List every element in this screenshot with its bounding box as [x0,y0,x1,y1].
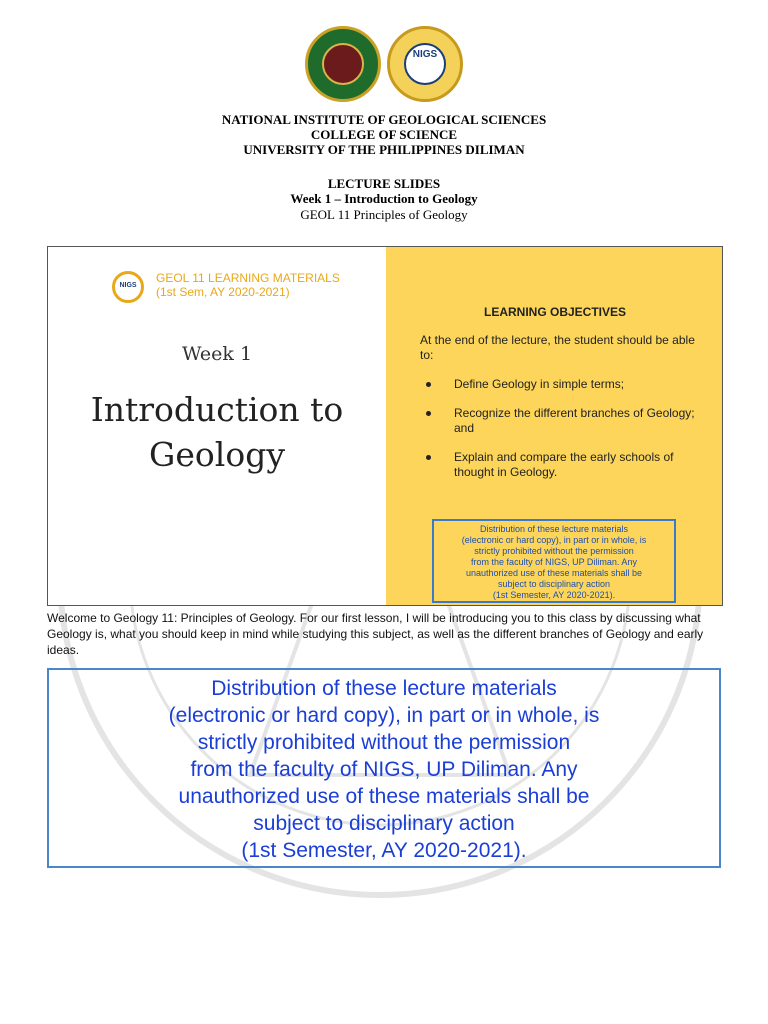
slide-notice-line: subject to disciplinary action [497,579,611,589]
objective-text: Define Geology in simple terms; [454,377,625,391]
slide-notice-line: from the faculty of NIGS, UP Diliman. Any [471,557,637,567]
slide-notice-line: (electronic or hard copy), in part or in whole, is [461,535,647,545]
up-seal-logo [305,26,381,102]
nigs-badge-icon [112,271,144,303]
slide-notice-line: strictly prohibited without the permission [474,546,634,556]
notice-line: strictly prohibited without the permission [197,731,571,754]
bullet-icon [426,455,431,460]
objective-text: Explain and compare the early schools of thought in Geology. [454,450,674,479]
slide-title-line1: Introduction to [90,390,344,429]
slide-notice-box [432,519,676,603]
learning-materials-line2: (1st Sem, AY 2020-2021) [156,285,290,299]
slide-title [48,387,386,477]
course-title: GEOL 11 Principles of Geology [300,207,468,222]
notice-line: unauthorized use of these materials shall be [178,785,590,808]
objective-text: Recognize the different branches of Geology; and [454,406,695,435]
objective-item [426,377,706,392]
intro-paragraph: Welcome to Geology 11: Principles of Geology. For our first lesson, I will be introducing you to this class by discussing what Geology is, what you should keep in mind while studying this subject, as well as the different branches of Geology and early ideas. [47,611,704,657]
slide-title-panel [48,247,386,605]
institute-name: NATIONAL INSTITUTE OF GEOLOGICAL SCIENCES [221,112,547,127]
logo-row [0,24,768,104]
learning-materials-label [156,271,340,299]
college-name: COLLEGE OF SCIENCE [310,127,458,142]
notice-line: (electronic or hard copy), in part or in whole, is [168,704,600,727]
lecture-header [0,176,768,223]
slide-notice-line: Distribution of these lecture materials [479,524,629,534]
learning-materials-line1: GEOL 11 LEARNING MATERIALS [156,271,340,285]
doc-type: LECTURE SLIDES [327,176,441,191]
notice-line: from the faculty of NIGS, UP Diliman. Any [190,758,578,781]
slide-notice-line: unauthorized use of these materials shall be [465,568,643,578]
distribution-notice-box [47,668,721,868]
slide-notice-line: (1st Semester, AY 2020-2021). [492,590,616,600]
objective-item [426,450,706,480]
lecture-slide [47,246,723,606]
bullet-icon [426,411,431,416]
document-header [0,112,768,157]
nigs-seal-logo [387,26,463,102]
slide-objectives-panel [386,247,722,605]
notice-line: (1st Semester, AY 2020-2021). [241,839,527,862]
bullet-icon [426,382,431,387]
nigs-badge-label: NIGS [119,282,137,289]
objectives-list [426,377,706,494]
slide-week: Week 1 [181,343,253,365]
university-name: UNIVERSITY OF THE PHILIPPINES DILIMAN [243,142,525,157]
objectives-intro: At the end of the lecture, the student should be able to: [420,333,695,362]
slide-title-line2: Geology [149,435,285,474]
nigs-seal-label: NIGS [412,49,438,60]
objective-item [426,406,706,436]
week-title: Week 1 – Introduction to Geology [290,191,478,206]
notice-line: Distribution of these lecture materials [211,677,557,700]
objectives-title: LEARNING OBJECTIVES [484,305,627,319]
notice-line: subject to disciplinary action [253,812,515,835]
